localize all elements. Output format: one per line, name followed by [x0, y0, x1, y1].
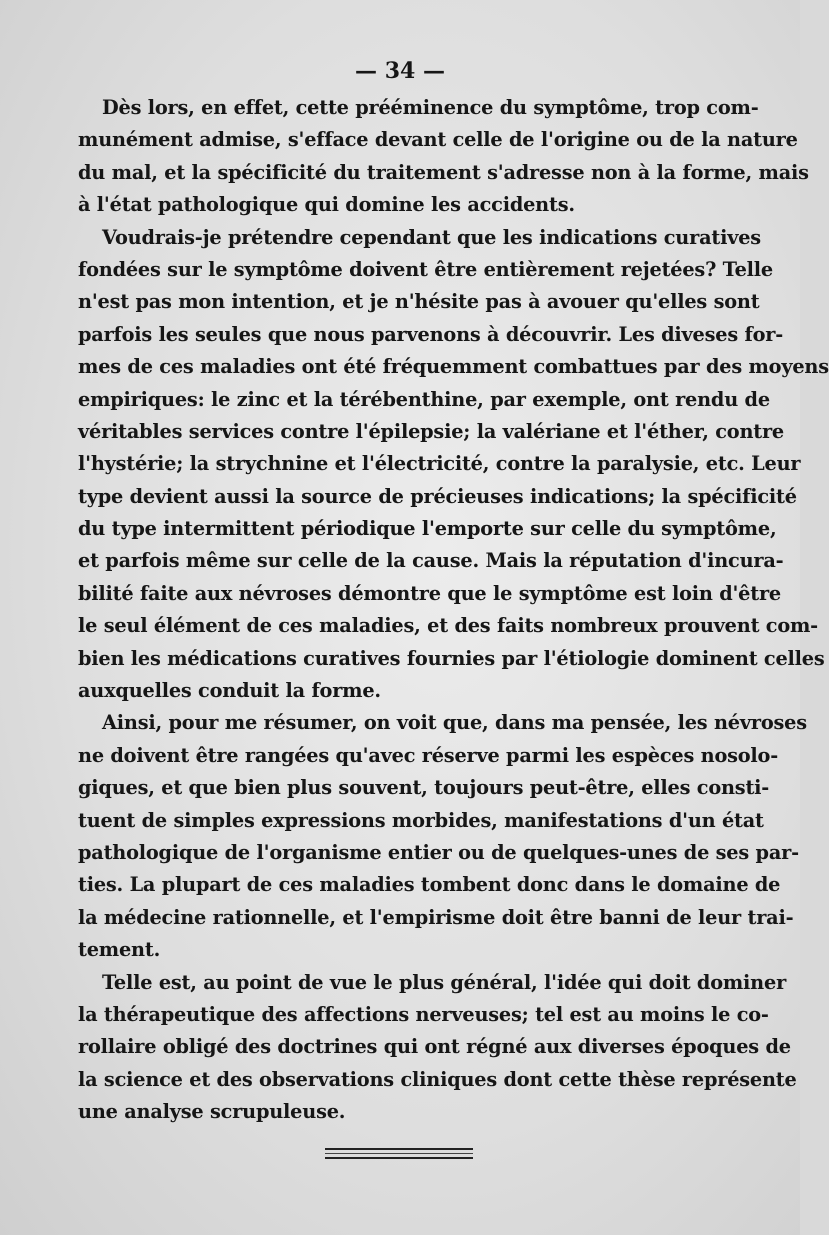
text-line: n'est pas mon intention, et je n'hésite pas à avouer qu'elles sont	[78, 290, 760, 314]
text-line: une analyse scrupuleuse.	[78, 1100, 346, 1124]
text-line: l'hystérie; la strychnine et l'électricité, contre la paralysie, etc. Leur	[78, 452, 801, 476]
text-line: la médecine rationnelle, et l'empirisme doit être banni de leur trai-	[78, 905, 794, 929]
text-line: bilité faite aux névroses démontre que le symptôme est loin d'être	[78, 581, 781, 605]
text-line: empiriques: le zinc et la térébenthine, par exemple, ont rendu de	[78, 387, 770, 411]
text-line: et parfois même sur celle de la cause. Mais la réputation d'incura-	[78, 549, 784, 573]
text-line: du type intermittent périodique l'emporte sur celle du symptôme,	[78, 517, 777, 541]
text-line: giques, et que bien plus souvent, toujours peut-être, elles consti-	[78, 776, 770, 800]
text-line: fondées sur le symptôme doivent être entièrement rejetées? Telle	[78, 257, 773, 281]
text-line: ties. La plupart de ces maladies tombent donc dans le domaine de	[78, 873, 781, 897]
end-rule-divider	[325, 1148, 473, 1162]
text-line: à l'état pathologique qui domine les accidents.	[78, 193, 575, 217]
text-line: mes de ces maladies ont été fréquemment combattues par des moyens	[78, 355, 829, 379]
text-line: le seul élément de ces maladies, et des faits nombreux prouvent com-	[78, 614, 818, 638]
text-line: munément admise, s'efface devant celle de l'origine ou de la nature	[78, 128, 798, 152]
text-line: la science et des observations cliniques dont cette thèse représente	[78, 1067, 797, 1091]
text-line: auxquelles conduit la forme.	[78, 679, 381, 703]
text-line: pathologique de l'organisme entier ou de quelques-unes de ses par-	[78, 840, 799, 864]
text-line: rollaire obligé des doctrines qui ont régné aux diverses époques de	[78, 1035, 791, 1059]
text-line: Voudrais-je prétendre cependant que les indications curatives	[102, 225, 761, 249]
text-line: parfois les seules que nous parvenons à découvrir. Les diveses for-	[78, 322, 784, 346]
text-line: tuent de simples expressions morbides, manifestations d'un état	[78, 808, 764, 832]
text-line: la thérapeutique des affections nerveuses; tel est au moins le co-	[78, 1002, 769, 1026]
text-line: tement.	[78, 938, 161, 962]
text-line: du mal, et la spécificité du traitement s'adresse non à la forme, mais	[78, 160, 809, 184]
text-line: Dès lors, en effet, cette prééminence du symptôme, trop com-	[102, 96, 759, 119]
text-line: Telle est, au point de vue le plus général, l'idée qui doit dominer	[102, 970, 787, 994]
page-number: — 34 —	[355, 58, 445, 84]
text-line: ne doivent être rangées qu'avec réserve parmi les espèces nosolo-	[78, 743, 779, 767]
body-text	[78, 92, 829, 1129]
text-line: bien les médications curatives fournies par l'étiologie dominent celles	[78, 646, 825, 670]
text-line: Ainsi, pour me résumer, on voit que, dans ma pensée, les névroses	[102, 711, 807, 735]
text-line: véritables services contre l'épilepsie; la valériane et l'éther, contre	[78, 419, 784, 443]
text-line: type devient aussi la source de précieuses indications; la spécificité	[78, 484, 797, 508]
